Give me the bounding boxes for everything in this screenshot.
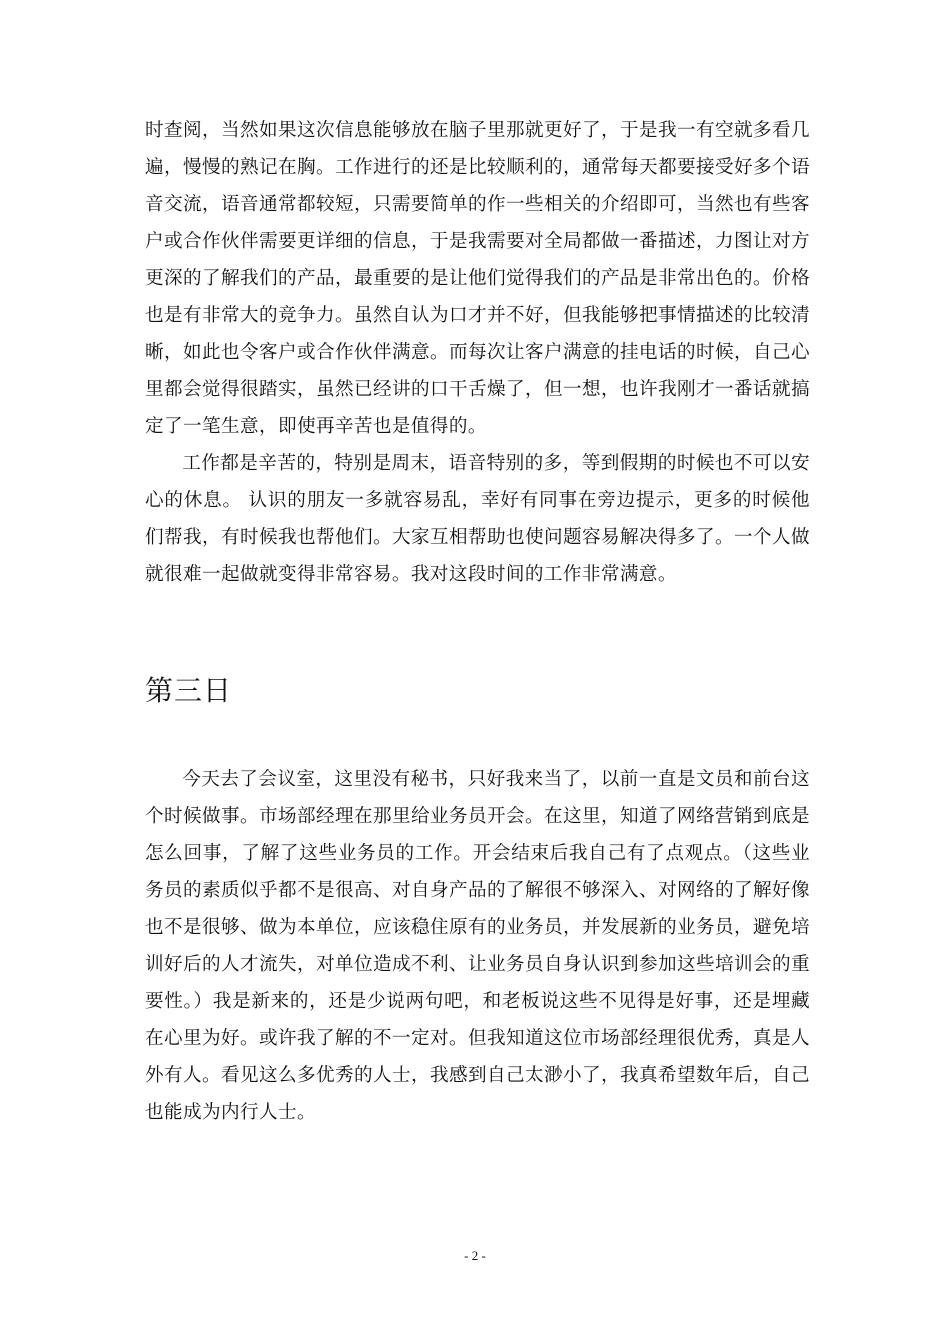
paragraph-meeting-room: 今天去了会议室，这里没有秘书，只好我来当了，以前一直是文员和前台这个时候做事。市场部经理在那里给业务员开会。在这里，知道了网络营销到底是怎么回事，了解了这些业务员的工作。开会结束后我自己有了点观点。（这些业务员的素质似乎都不是很高、对自身产品的了解很不够深入、对网络的了解好像也不是很够、做为本单位，应该稳住原有的业务员，并发展新的业务员，避免培训好后的人才流失，对单位造成不利、让业务员自身认识到参加这些培训会的重要性。）我是新来的，还是少说两句吧，和老板说这些不见得是好事，还是埋藏在心里为好。或许我了解的不一定对。但我知道这位市场部经理很优秀，真是人外有人。看见这么多优秀的人士，我感到自己太渺小了，我真希望数年后，自己也能成为内行人士。	[145, 769, 810, 1123]
paragraph-continued: 时查阅，当然如果这次信息能够放在脑子里那就更好了，于是我一有空就多看几遍，慢慢的熟记在胸。工作进行的还是比较顺利的，通常每天都要接受好多个语音交流，语音通常都较短，只需要简单的作一些相关的介绍即可，当然也有些客户或合作伙伴需要更详细的信息，于是我需要对全局都做一番描述，力图让对方更深的了解我们的产品，最重要的是让他们觉得我们的产品是非常出色的。价格也是有非常大的竞争力。虽然自认为口才并不好，但我能够把事情描述的比较清晰，如此也令客户或合作伙伴满意。而每次让客户满意的挂电话的时候，自己心里都会觉得很踏实，虽然已经讲的口干舌燥了，但一想，也许我刚才一番话就搞定了一笔生意，即使再辛苦也是值得的。	[145, 120, 810, 437]
page-body	[145, 112, 810, 1131]
paragraph-work-summary: 工作都是辛苦的，特别是周末，语音特别的多，等到假期的时候也不可以安心的休息。 认识的朋友一多就容易乱，幸好有同事在旁边提示，更多的时候他们帮我，有时候我也帮他们。大家互相帮助也使问题容易解决得多了。一个人做就很难一起做就变得非常容易。我对这段时间的工作非常满意。	[145, 453, 810, 585]
section-heading-day-three: 第三日	[145, 674, 233, 707]
page-number: - 2 -	[464, 1248, 486, 1263]
